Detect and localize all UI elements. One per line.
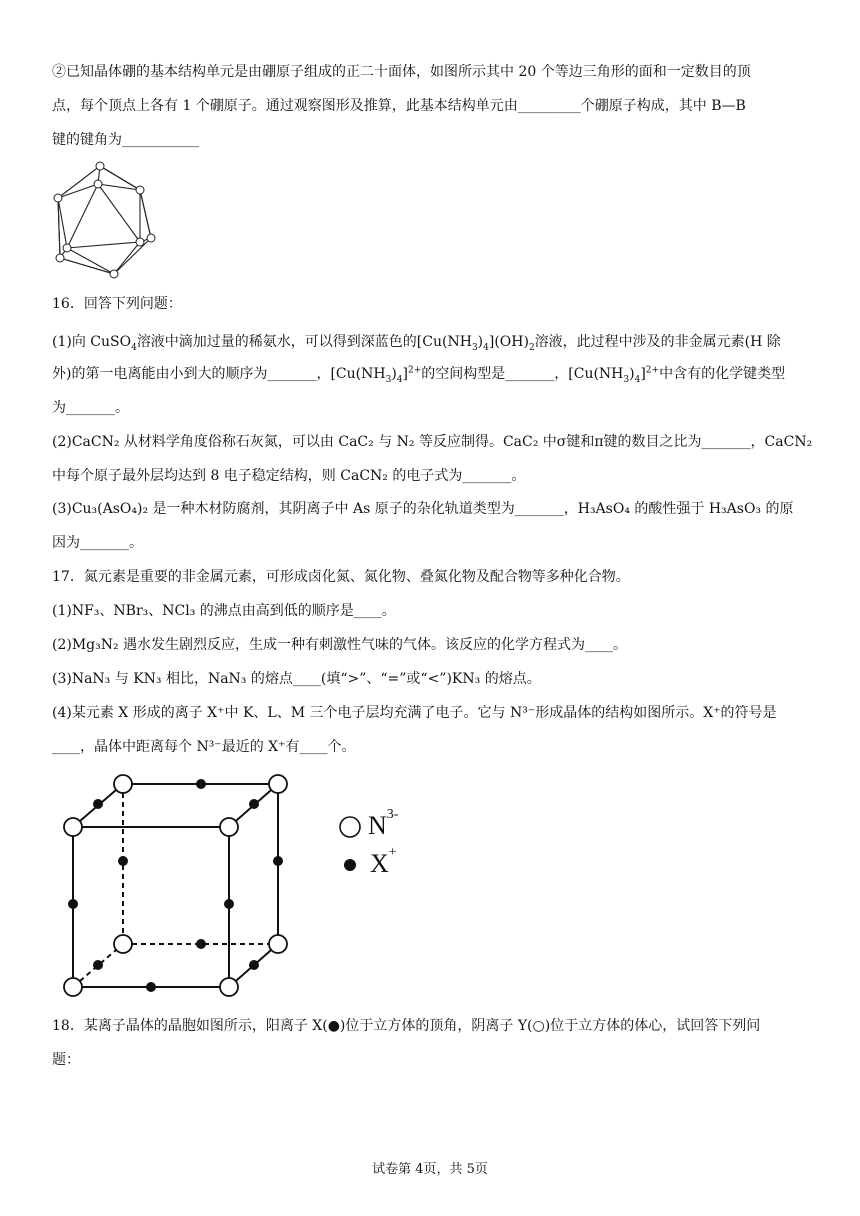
legend-n3-icon <box>337 814 363 840</box>
q16-part1-line2: 外)的第一电离能由小到大的顺序为_______，$[Cu(NH_3)_4]^{2+}$的空间构型是_______，$[Cu(NH_3)_4]^{2+}$中含有的化学键类型 <box>52 365 786 385</box>
q15-line-3: 键的键角为___________ <box>52 132 199 148</box>
q16-part1-line3: 为_______。 <box>52 400 129 416</box>
q16-part2-line2: 中每个原子最外层均达到 8 电子稳定结构，则 CaCN₂ 的电子式为_______。 <box>52 468 526 484</box>
q17-title: 17．氮元素是重要的非金属元素，可形成卤化氮、氮化物、叠氮化物及配合物等多种化合物。 <box>52 569 630 585</box>
legend-n3-label: $N^{3-}$ <box>368 807 399 840</box>
q15-line-1: ②已知晶体硼的基本结构单元是由硼原子组成的正二十面体，如图所示其中 20 个等边三角形的面和一定数目的顶 <box>52 64 751 80</box>
q16-part3-line2: 因为_______。 <box>52 535 143 551</box>
crystal-cell-figure <box>56 768 306 1004</box>
q18-line-2: 题： <box>52 1052 80 1068</box>
q17-part2: (2)Mg₃N₂ 遇水发生剧烈反应，生成一种有刺激性气味的气体。该反应的化学方程式为____。 <box>52 637 628 653</box>
legend-xplus-icon <box>340 855 360 875</box>
q17-part4-line1: (4)某元素 X 形成的离子 X⁺中 K、L、M 三个电子层均充满了电子。它与 N³⁻形成晶体的结构如图所示。X⁺的符号是 <box>52 705 777 721</box>
q16-part1-line1: (1)向 CuSO$_4$溶液中滴加过量的稀氨水，可以得到深蓝色的$[Cu(NH_3)_4](OH)_2$溶液，此过程中涉及的非金属元素(H 除 <box>52 334 781 353</box>
q17-part1: (1)NF₃、NBr₃、NCl₃ 的沸点由高到低的顺序是____。 <box>52 603 396 619</box>
x-plus-ions <box>68 779 283 992</box>
q15-line-2: 点，每个顶点上各有 1 个硼原子。通过观察图形及推算，此基本结构单元由_________个硼原子构成，其中 B—B <box>52 98 746 114</box>
q16-part2-line1: (2)CaCN₂ 从材料学角度俗称石灰氮，可以由 CaC₂ 与 N₂ 等反应制得。CaC₂ 中σ键和π键的数目之比为_______，CaCN₂ <box>52 434 813 450</box>
icosahedron-figure <box>48 160 158 280</box>
q18-line-1: 18．某离子晶体的晶胞如图所示，阳离子 X(●)位于立方体的顶角，阴离子 Y(○)位于立方体的体心，试回答下列问 <box>52 1018 761 1034</box>
q16-part3-line1: (3)Cu₃(AsO₄)₂ 是一种木材防腐剂，其阴离子中 As 原子的杂化轨道类型为_______，H₃AsO₄ 的酸性强于 H₃AsO₃ 的原 <box>52 501 794 517</box>
legend-xplus-label: X+ <box>370 845 397 878</box>
q17-part4-line2: ____，晶体中距离每个 N³⁻最近的 X⁺有____个。 <box>52 739 356 755</box>
q17-part3: (3)NaN₃ 与 KN₃ 相比，NaN₃ 的熔点____(填“>”、“=”或“<”)KN₃ 的熔点。 <box>52 671 541 687</box>
page-footer: 试卷第 4页，共 5页 <box>372 1162 488 1177</box>
q16-title: 16．回答下列问题： <box>52 296 182 312</box>
